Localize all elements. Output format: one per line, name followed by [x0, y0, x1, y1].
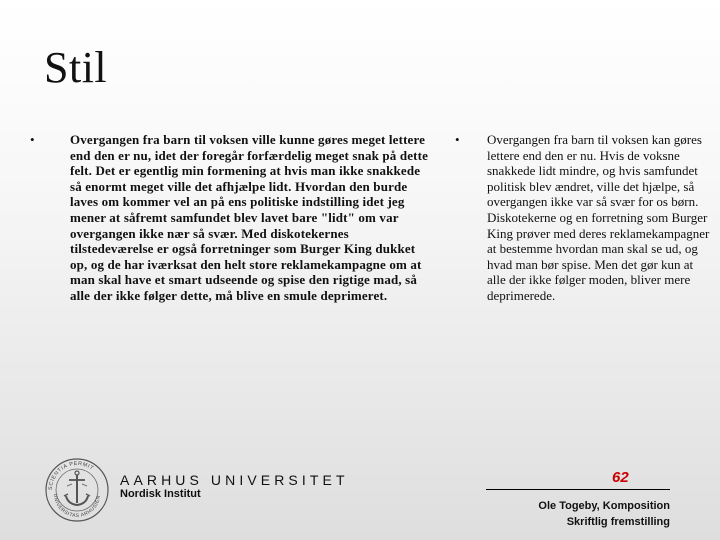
- svg-text:UNIVERSITAS ARHUSIENSIS: UNIVERSITAS ARHUSIEN: [51, 493, 103, 520]
- university-name: AARHUS UNIVERSITET: [120, 472, 349, 488]
- author-name: Ole Togeby, Komposition: [538, 500, 670, 512]
- slide-title: Stil: [44, 43, 108, 92]
- institute-name: Nordisk Institut: [120, 488, 201, 500]
- bullet-marker: •: [455, 132, 460, 147]
- university-seal-icon: [44, 456, 110, 524]
- bullet-marker: •: [30, 132, 35, 147]
- left-bullet-text: Overgangen fra barn til voksen ville kunne gøres meget lettere end den er nu, idet der foregår forfærdelig meget snak på dette felt. Det er egentlig min formening at hvis man ikke snakkede så enormt meget ville det afhjælpe lidt. Hvordan den burde laves om kommer vel an på ens politiske indstilling idet jeg mener at såfremt samfundet blev lavet bare "lidt" om var overgangen ikke nær så svær. Med diskotekernes tilstedeværelse er også forretninger som Burger King dukket op, og de har iværksat den helt store reklamekampagne om at man skal have et smart udseende og spise den rigtige mad, så alle der ikke følger dette, må blive en smule deprimeret.: [70, 132, 429, 303]
- course-name: Skriftlig fremstilling: [566, 516, 670, 528]
- svg-text:SCIENTIA PERMIT: SCIENTIA PERMIT: [47, 460, 95, 491]
- author-credit: [450, 498, 670, 530]
- right-bullet-text: Overgangen fra barn til voksen kan gøres lettere end den er nu. Hvis de voksne snakkede lidt mindre, og hvis samfundet politisk blev ændret, ville det hjælpe, så overgangen ikke var så svær for os børn. Diskotekerne og en forretning som Burger King prøver med deres reklamekampagner at bestemme hvordan man skal se ud, og hvad man bør spise. Men det gør kun at alle der ikke følger moden, bliver mere deprimerede.: [487, 132, 710, 303]
- page-number: 62: [612, 469, 629, 486]
- footer-divider: [486, 489, 670, 490]
